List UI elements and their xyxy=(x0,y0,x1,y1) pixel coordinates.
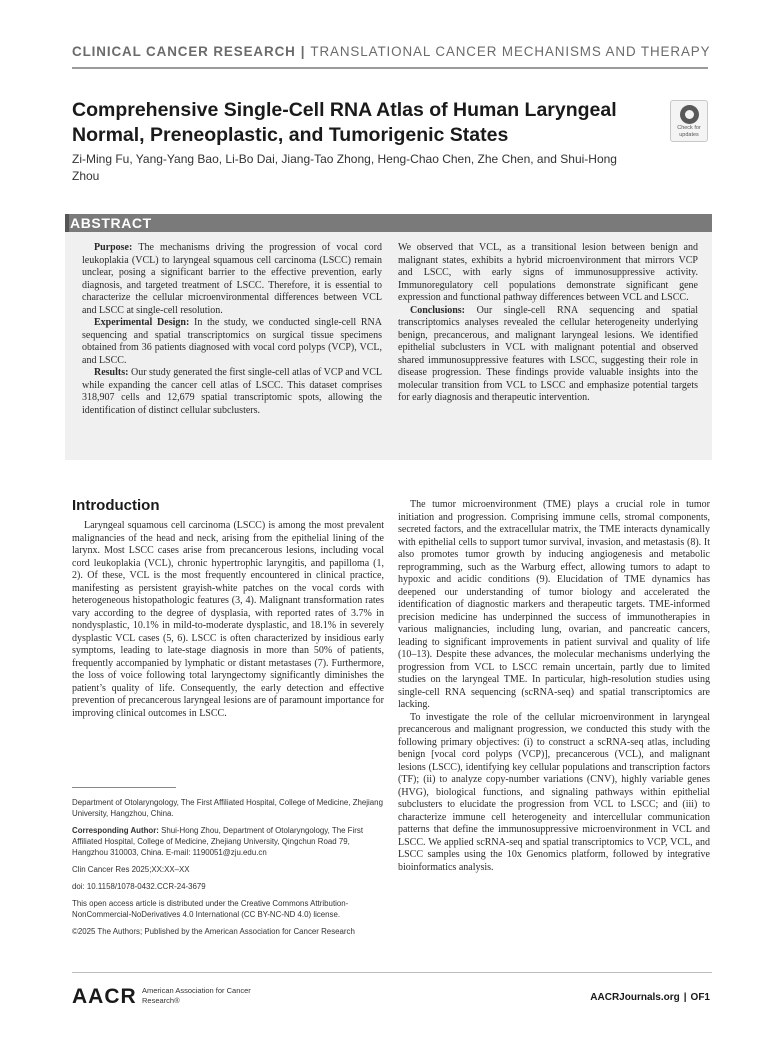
design-text: In the study, we conducted single-cell RNA sequencing and spatial transcriptomics on surgical tissue specimens obtained from 36 patients diagnosed with vocal cord polyps (VCP), VCL, and LSCC. xyxy=(82,317,382,366)
check-updates-icon xyxy=(680,105,699,124)
abstract-results-continued: We observed that VCL, as a transitional lesion between benign and malignant states, exhibits a hybrid microenvironment that mirrors VCP and LSCC, with early signs of immunosuppressive activity. Immunoregulatory cell populations demonstrate significant gene expression and functional pathway differences between VCL and LSCC. xyxy=(398,242,698,303)
copyright: ©2025 The Authors; Published by the American Association for Cancer Research xyxy=(72,927,355,936)
introduction-right-column xyxy=(398,499,710,874)
conclusions-label: Conclusions: xyxy=(410,304,466,316)
abstract-results xyxy=(82,367,382,417)
badge-label: Check for updates xyxy=(677,125,701,138)
abstract-heading: ABSTRACT xyxy=(70,215,152,231)
footnotes xyxy=(72,797,384,943)
check-for-updates-badge[interactable] xyxy=(670,100,708,142)
journal-header xyxy=(72,44,712,59)
aacr-logo: AACR xyxy=(72,985,137,1008)
introduction-heading: Introduction xyxy=(72,497,160,514)
corresponding-author xyxy=(72,825,384,858)
footer-separator: | xyxy=(683,992,687,1003)
introduction-left-column xyxy=(72,520,384,720)
license-note: This open access article is distributed under the Creative Commons Attribution-NonCommercial-NoDerivatives 4.0 International (CC BY-NC-ND 4.0) license. xyxy=(72,899,349,919)
corresponding-label: Corresponding Author: xyxy=(72,826,159,835)
purpose-label: Purpose: xyxy=(94,242,133,253)
affiliation: Department of Otolaryngology, The First Affiliated Hospital, College of Medicine, Zhejiang University, Hangzhou, China. xyxy=(72,798,383,818)
conclusions-text: Our single-cell RNA sequencing and spatial transcriptomics analyses revealed the cellular heterogeneity underlying benign, precancerous, and malignant laryngeal lesions. We identified epithelial subclusters in VCL with malignant potential and observed shared immunosuppressive features with LSCC, suggesting their role in disease progression. These findings provide valuable insights into the molecular transition from VCL to LSCC and emphasize potential targets for early diagnosis and therapeutic intervention. xyxy=(398,304,698,403)
article-title: Comprehensive Single-Cell RNA Atlas of Human Laryngeal Normal, Preneoplastic, and Tumorigenic States xyxy=(72,99,617,146)
doi-link[interactable]: doi: 10.1158/1078-0432.CCR-24-3679 xyxy=(72,882,206,891)
intro-paragraph-1: Laryngeal squamous cell carcinoma (LSCC) is among the most prevalent malignancies of the head and neck, arising from the epithelial lining of the larynx. Most LSCC cases arise from precancerous lesions, including vocal cord leukoplakia (VCL), chronic hypertrophic laryngitis, and papilloma (1, 2). Of these, VCL is the most frequently encountered in clinical practice, manifesting as persistent grayish-white patches on the vocal cords with heterogeneous histopathologic features (3, 4). Malignant transformation rates vary according to the degree of dysplasia, with reported rates of 3.7% in nondysplastic, 10.1% in mild-to-moderate dysplastic, and 18.1% in severely dysplastic VCL cases (5, 6). LSCC is often characterized by insidious early symptoms, leading to late-stage diagnosis in more than 50% of patients, frequently accompanied by lymphatic or distant metastases (7). Furthermore, the loss of voice following total laryngectomy significantly diminishes the patient’s quality of life. Consequently, the early detection and effective prevention of precancerous laryngeal lesions are of paramount importance for improving clinical outcomes in LSCC. xyxy=(72,520,384,719)
journal-site-link[interactable]: AACRJournals.org xyxy=(590,992,680,1003)
results-text: Our study generated the first single-cell atlas of VCP and VCL while expanding the cancer cell atlas of LSCC. This dataset comprises 318,907 cells and 12,679 spatial transcriptomic spots, allowing the identification of distinct cellular subclusters. xyxy=(82,367,382,416)
abstract-purpose xyxy=(82,242,382,317)
journal-name: CLINICAL CANCER RESEARCH xyxy=(72,44,296,59)
footnote-rule xyxy=(72,787,176,788)
footer-rule xyxy=(72,972,712,973)
corresponding-text: Shui-Hong Zhou, Department of Otolaryngology, The First Affiliated Hospital, College of Medicine, Zhejiang University, Qingchun Road 79, Hangzhou 310003, China. E-mail: 1190051@zju.edu.cn xyxy=(72,826,364,857)
footer-page-info xyxy=(560,992,710,1003)
purpose-text: The mechanisms driving the progression of vocal cord leukoplakia (VCL) to laryngeal squamous cell carcinoma (LSCC) remain unclear, posing a significant barrier to the effective prevention, early diagnosis, and targeted treatment of LSCC. Therefore, it is essential to characterize the cellular microenvironmental differences between VCL and LSCC at single-cell resolution. xyxy=(82,242,382,316)
intro-paragraph-3: To investigate the role of the cellular microenvironment in laryngeal precancerous and malignant progression, we conducted this study with the following primary objectives: (i) to construct a scRNA-seq atlas, including benign [vocal cord polyps (VCP)], precancerous (VCL), and malignant lesions (LSCC), identifying key cellular populations and transcription factors (TF); (ii) to analyze copy-number variations (CNV), highly variable genes (HVG), biological functions, and signaling pathways within epithelial subclusters to elucidate the progression from VCL to LSCC; and (iii) to characterize immune cell heterogeneity and intercellular communication patterns that define the immunosuppressive microenvironment in VCL and LSCC. We applied scRNA-seq and spatial transcriptomics to VCP, VCL, and LSCC samples using the 10x Genomics platform, followed by integrative bioinformatics analysis. xyxy=(398,711,710,873)
abstract-right-column xyxy=(398,242,698,405)
results-label: Results: xyxy=(94,367,129,378)
author-list: Zi-Ming Fu, Yang-Yang Bao, Li-Bo Dai, Jiang-Tao Zhong, Heng-Chao Chen, Zhe Chen, and Shui-Hong Zhou xyxy=(72,152,617,183)
intro-paragraph-2: The tumor microenvironment (TME) plays a crucial role in tumor initiation and progression. Comprising immune cells, stromal components, secreted factors, and the extracellular matrix, the TME interacts dynamically with epithelial cells to support tumor survival, invasion, and metastasis (8). It also promotes tumor growth by inducing angiogenesis and metabolic reprogramming, such as the Warburg effect, allowing tumors to adapt to hypoxic and acidic conditions (9). Elucidation of TME dynamics has deepened our understanding of tumor biology and accelerated the identification of diagnostic markers and therapeutic targets. TME-informed precision medicine has underpinned the success of immunotherapies in various malignancies, including lung, ovarian, and pancreatic cancers, leading to significant improvements in patient survival and quality of life (10–13). Despite these advances, the molecular mechanisms underlying the progression from VCL to LSCC remain uncertain, partly due to limited studies on the laryngeal TME. In particular, high-resolution studies using single-cell RNA sequencing (scRNA-seq) and spatial transcriptomics are lacking. xyxy=(398,499,710,710)
citation: Clin Cancer Res 2025;XX:XX–XX xyxy=(72,865,190,874)
abstract-left-column xyxy=(82,242,382,417)
abstract-conclusions xyxy=(398,305,698,405)
header-separator: | xyxy=(300,44,306,59)
design-label: Experimental Design: xyxy=(94,317,190,328)
page-number: OF1 xyxy=(690,992,710,1003)
journal-section: TRANSLATIONAL CANCER MECHANISMS AND THERAPY xyxy=(310,44,711,59)
abstract-design xyxy=(82,317,382,367)
header-rule xyxy=(72,67,708,69)
aacr-org-name: American Association for Cancer Research® xyxy=(142,986,251,1005)
abstract-header-bar xyxy=(65,214,712,232)
